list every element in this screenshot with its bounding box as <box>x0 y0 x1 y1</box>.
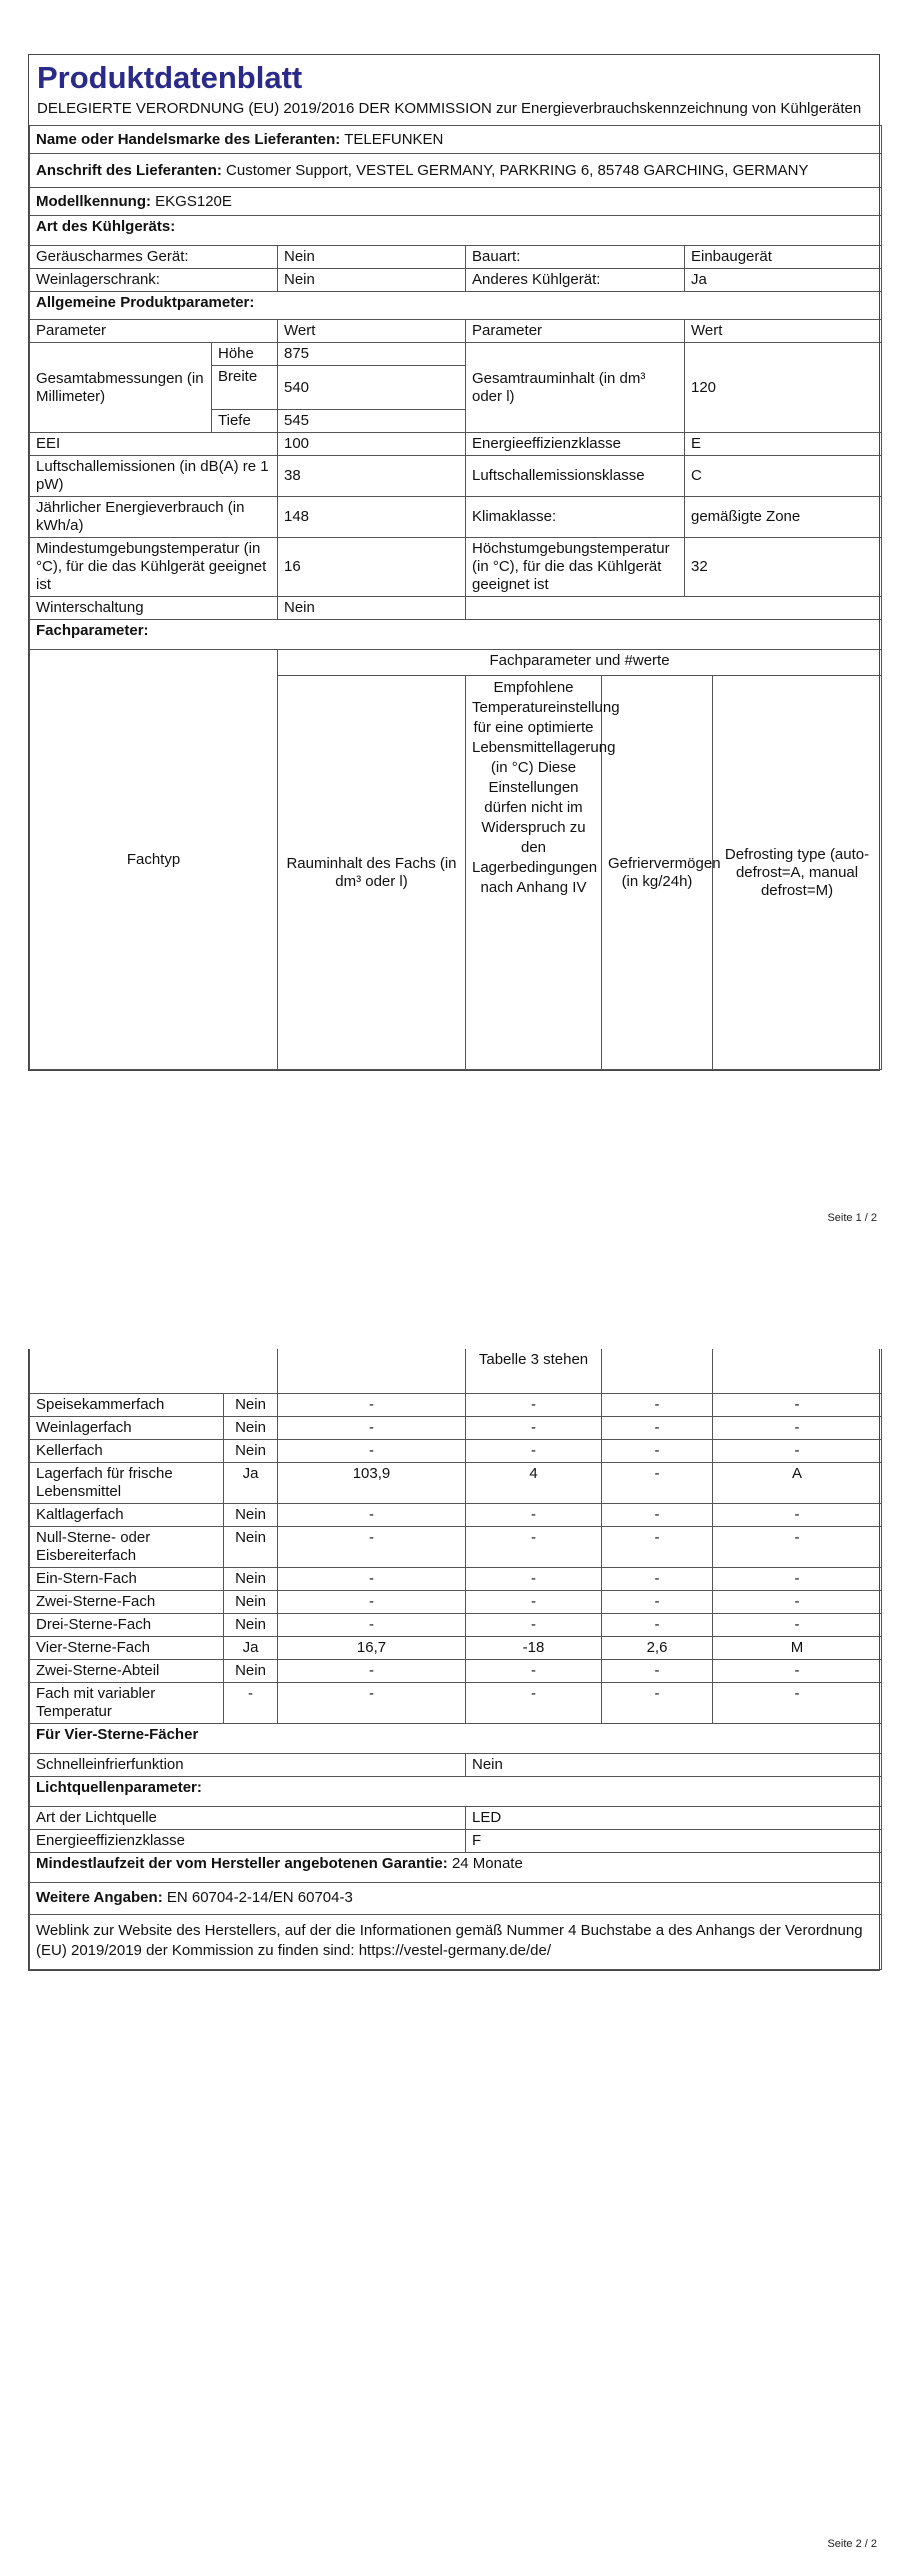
fach-defrost: - <box>713 1393 882 1416</box>
website-url[interactable]: https://vestel-germany.de/de/ <box>358 1941 552 1959</box>
param-value: E <box>685 433 882 456</box>
volume-label: Gesamtrauminhalt (in dm³ oder l) <box>466 343 685 433</box>
warranty-label: Mindestlaufzeit der vom Hersteller angebotenen Garantie: <box>36 1854 448 1872</box>
page-number: Seite 1 / 2 <box>827 1212 877 1224</box>
fach-defrost: - <box>713 1682 882 1723</box>
address-row <box>30 154 882 188</box>
fach-temp: - <box>466 1416 602 1439</box>
fach-name: Zwei-Sterne-Abteil <box>30 1659 224 1682</box>
light-class-label: Energieeffizienzklasse <box>30 1829 466 1852</box>
param-header-row <box>30 320 882 343</box>
param-label: Höchstumgebungstemperatur (in °C), für die das Kühlgerät geeignet ist <box>466 538 685 597</box>
fach-defrost: - <box>713 1526 882 1567</box>
light-type-value: LED <box>466 1806 882 1829</box>
param-value: 100 <box>278 433 466 456</box>
fach-temp: - <box>466 1590 602 1613</box>
fach-present: Nein <box>224 1590 278 1613</box>
page-number: Seite 2 / 2 <box>827 2538 877 2550</box>
general-header-row <box>30 292 882 320</box>
winter-value: Nein <box>278 597 466 620</box>
fach-present: Ja <box>224 1462 278 1503</box>
fach-table-head <box>29 649 882 1070</box>
datasheet-frame-page-1 <box>28 54 880 1071</box>
fach-present: Ja <box>224 1636 278 1659</box>
fach-row <box>30 1590 882 1613</box>
type-header: Art des Kühlgeräts: <box>30 216 882 246</box>
fach-freeze: - <box>602 1526 713 1567</box>
fach-temp: - <box>466 1393 602 1416</box>
fach-col-type: Fachtyp <box>30 650 278 1070</box>
fach-name: Lagerfach für frische Lebensmittel <box>30 1462 224 1503</box>
fach-present: Nein <box>224 1503 278 1526</box>
fach-defrost: - <box>713 1659 882 1682</box>
param-label: Luftschallemissionen (in dB(A) re 1 pW) <box>30 456 278 497</box>
model-label: Modellkennung: <box>36 192 151 210</box>
type-label: Bauart: <box>466 246 685 269</box>
fach-col-freeze: Gefriervermögen (in kg/24h) <box>602 676 713 1070</box>
fach-volume: - <box>278 1503 466 1526</box>
fach-freeze: - <box>602 1682 713 1723</box>
fach-group-row <box>30 650 882 676</box>
fach-rows <box>30 1393 882 1723</box>
light-class-value: F <box>466 1829 882 1852</box>
fach-name: Drei-Sterne-Fach <box>30 1613 224 1636</box>
model-value: EKGS120E <box>155 192 232 210</box>
light-type-label: Art der Lichtquelle <box>30 1806 466 1829</box>
fach-temp: - <box>466 1682 602 1723</box>
fach-name: Ein-Stern-Fach <box>30 1567 224 1590</box>
fach-name: Zwei-Sterne-Fach <box>30 1590 224 1613</box>
fach-volume: - <box>278 1613 466 1636</box>
light-header: Lichtquellenparameter: <box>30 1776 882 1806</box>
fach-temp: - <box>466 1439 602 1462</box>
fach-volume: - <box>278 1659 466 1682</box>
quick-freeze-label: Schnelleinfrierfunktion <box>30 1753 466 1776</box>
fach-name: Null-Sterne- oder Eisbereiterfach <box>30 1526 224 1567</box>
fach-continuation-row <box>30 1349 882 1393</box>
fach-freeze: - <box>602 1503 713 1526</box>
fach-volume: - <box>278 1439 466 1462</box>
fach-defrost: - <box>713 1416 882 1439</box>
type-row-2 <box>30 269 882 292</box>
gen-row-eei <box>30 433 882 456</box>
param-value: C <box>685 456 882 497</box>
fach-defrost: A <box>713 1462 882 1503</box>
fach-defrost: - <box>713 1439 882 1462</box>
fach-row <box>30 1567 882 1590</box>
param-value: 38 <box>278 456 466 497</box>
value-header: Wert <box>278 320 466 343</box>
light-type-row <box>30 1806 882 1829</box>
type-row-1 <box>30 246 882 269</box>
winter-label: Winterschaltung <box>30 597 278 620</box>
fach-table-body <box>29 1349 882 1970</box>
fach-row <box>30 1659 882 1682</box>
supplier-label: Name oder Handelsmarke des Lieferanten: <box>36 130 341 148</box>
quick-freeze-row <box>30 1753 882 1776</box>
dimension-value: 545 <box>278 410 466 433</box>
fach-temp: 4 <box>466 1462 602 1503</box>
fach-defrost: - <box>713 1613 882 1636</box>
fach-volume: 103,9 <box>278 1462 466 1503</box>
type-label: Geräuscharmes Gerät: <box>30 246 278 269</box>
fach-header: Fachparameter: <box>30 620 882 650</box>
fach-row <box>30 1613 882 1636</box>
type-value: Nein <box>278 246 466 269</box>
datasheet-frame-page-2 <box>28 1349 880 1971</box>
warranty-value: 24 Monate <box>451 1854 523 1872</box>
fach-temp: -18 <box>466 1636 602 1659</box>
quick-freeze-value: Nein <box>466 1753 882 1776</box>
fach-present: Nein <box>224 1613 278 1636</box>
param-label: Energieeffizienzklasse <box>466 433 685 456</box>
fach-volume: - <box>278 1393 466 1416</box>
fach-freeze: - <box>602 1659 713 1682</box>
address-label: Anschrift des Lieferanten: <box>36 161 222 179</box>
fach-present: Nein <box>224 1416 278 1439</box>
regulation-text: DELEGIERTE VERORDNUNG (EU) 2019/2016 DER KOMMISSION zur Energieverbrauchskennzeichnung von Kühlgeräten <box>37 100 862 117</box>
fach-freeze: - <box>602 1416 713 1439</box>
fach-volume: - <box>278 1526 466 1567</box>
fach-temp: - <box>466 1567 602 1590</box>
winter-row <box>30 597 882 620</box>
further-value: EN 60704-2-14/EN 60704-3 <box>166 1889 353 1906</box>
fach-col-temp-continued: Tabelle 3 stehen <box>466 1349 602 1393</box>
general-header: Allgemeine Produktparameter: <box>30 292 882 320</box>
fach-col-temp: Empfohlene Temperatureinstellung für eine optimierte Lebensmittellagerung (in °C) Diese Einstellungen dürfen nicht im Widerspruch zu den Lagerbedingungen nach Anhang IV <box>466 676 602 1070</box>
dimension-value: 875 <box>278 343 466 366</box>
gen-row-energy <box>30 497 882 538</box>
fach-present: Nein <box>224 1393 278 1416</box>
fach-defrost: - <box>713 1503 882 1526</box>
param-label: Jährlicher Energieverbrauch (in kWh/a) <box>30 497 278 538</box>
fach-freeze: 2,6 <box>602 1636 713 1659</box>
supplier-row <box>30 126 882 154</box>
param-value: gemäßigte Zone <box>685 497 882 538</box>
fach-present: Nein <box>224 1567 278 1590</box>
type-header-row <box>30 216 882 246</box>
fach-temp: - <box>466 1526 602 1567</box>
param-label: Luftschallemissionsklasse <box>466 456 685 497</box>
param-label: Mindestumgebungstemperatur (in °C), für die das Kühlgerät geeignet ist <box>30 538 278 597</box>
fach-freeze: - <box>602 1462 713 1503</box>
volume-value: 120 <box>685 343 882 433</box>
fach-present: Nein <box>224 1659 278 1682</box>
fach-row <box>30 1682 882 1723</box>
type-value: Ja <box>685 269 882 292</box>
four-star-header-row <box>30 1723 882 1753</box>
further-label: Weitere Angaben: <box>36 1889 163 1906</box>
param-label: EEI <box>30 433 278 456</box>
document-title: Produktdatenblatt <box>37 60 303 95</box>
website-text: Weblink zur Website des Herstellers, auf der die Informationen gemäß Nummer 4 Buchstabe a des Anhangs der Verordnung (EU) 2019/2019 der Kommission zu finden sind: <box>36 1921 863 1959</box>
fach-freeze: - <box>602 1567 713 1590</box>
four-star-header: Für Vier-Sterne-Fächer <box>30 1723 882 1753</box>
type-value: Einbaugerät <box>685 246 882 269</box>
fach-temp: - <box>466 1503 602 1526</box>
fach-row <box>30 1503 882 1526</box>
fach-col-volume: Rauminhalt des Fachs (in dm³ oder l) <box>278 676 466 1070</box>
fach-name: Fach mit variabler Temperatur <box>30 1682 224 1723</box>
type-label: Anderes Kühlgerät: <box>466 269 685 292</box>
fach-present: - <box>224 1682 278 1723</box>
fach-defrost: M <box>713 1636 882 1659</box>
fach-row <box>30 1462 882 1503</box>
param-value: 148 <box>278 497 466 538</box>
value-header: Wert <box>685 320 882 343</box>
gen-row-temp <box>30 538 882 597</box>
dimension-name: Tiefe <box>212 410 278 433</box>
fach-present: Nein <box>224 1526 278 1567</box>
dimensions-label: Gesamtabmessungen (in Millimeter) <box>30 343 212 433</box>
fach-row <box>30 1393 882 1416</box>
fach-col-defrost: Defrosting type (auto-defrost=A, manual defrost=M) <box>713 676 882 1070</box>
datasheet-table-top <box>29 125 882 650</box>
type-value: Nein <box>278 269 466 292</box>
further-row <box>30 1882 882 1914</box>
dimension-name: Breite <box>212 366 278 410</box>
param-label: Klimaklasse: <box>466 497 685 538</box>
fach-present: Nein <box>224 1439 278 1462</box>
dimension-value: 540 <box>278 366 466 410</box>
fach-freeze: - <box>602 1590 713 1613</box>
light-header-row <box>30 1776 882 1806</box>
page-2 <box>0 1320 905 2560</box>
website-row <box>30 1914 882 1969</box>
gen-row-noise <box>30 456 882 497</box>
fach-name: Vier-Sterne-Fach <box>30 1636 224 1659</box>
param-value: 32 <box>685 538 882 597</box>
fach-row <box>30 1439 882 1462</box>
warranty-row <box>30 1852 882 1882</box>
fach-freeze: - <box>602 1439 713 1462</box>
fach-volume: 16,7 <box>278 1636 466 1659</box>
dims-row-height <box>30 343 882 366</box>
fach-volume: - <box>278 1416 466 1439</box>
fach-defrost: - <box>713 1567 882 1590</box>
address-value: Customer Support, VESTEL GERMANY, PARKRING 6, 85748 GARCHING, GERMANY <box>226 161 809 179</box>
model-row <box>30 188 882 216</box>
fach-name: Weinlagerfach <box>30 1416 224 1439</box>
param-header: Parameter <box>30 320 278 343</box>
page-1 <box>0 0 905 1240</box>
param-header: Parameter <box>466 320 685 343</box>
fach-volume: - <box>278 1590 466 1613</box>
fach-header-row <box>30 620 882 650</box>
fach-name: Kaltlagerfach <box>30 1503 224 1526</box>
fach-volume: - <box>278 1682 466 1723</box>
fach-row <box>30 1526 882 1567</box>
light-class-row <box>30 1829 882 1852</box>
param-value: 16 <box>278 538 466 597</box>
fach-temp: - <box>466 1613 602 1636</box>
type-label: Weinlagerschrank: <box>30 269 278 292</box>
fach-temp: - <box>466 1659 602 1682</box>
fach-row <box>30 1636 882 1659</box>
fach-volume: - <box>278 1567 466 1590</box>
fach-name: Kellerfach <box>30 1439 224 1462</box>
dimension-name: Höhe <box>212 343 278 366</box>
supplier-value: TELEFUNKEN <box>344 130 444 148</box>
fach-row <box>30 1416 882 1439</box>
fach-freeze: - <box>602 1393 713 1416</box>
fach-group-header: Fachparameter und #werte <box>278 650 882 676</box>
fach-freeze: - <box>602 1613 713 1636</box>
fach-defrost: - <box>713 1590 882 1613</box>
fach-name: Speisekammerfach <box>30 1393 224 1416</box>
